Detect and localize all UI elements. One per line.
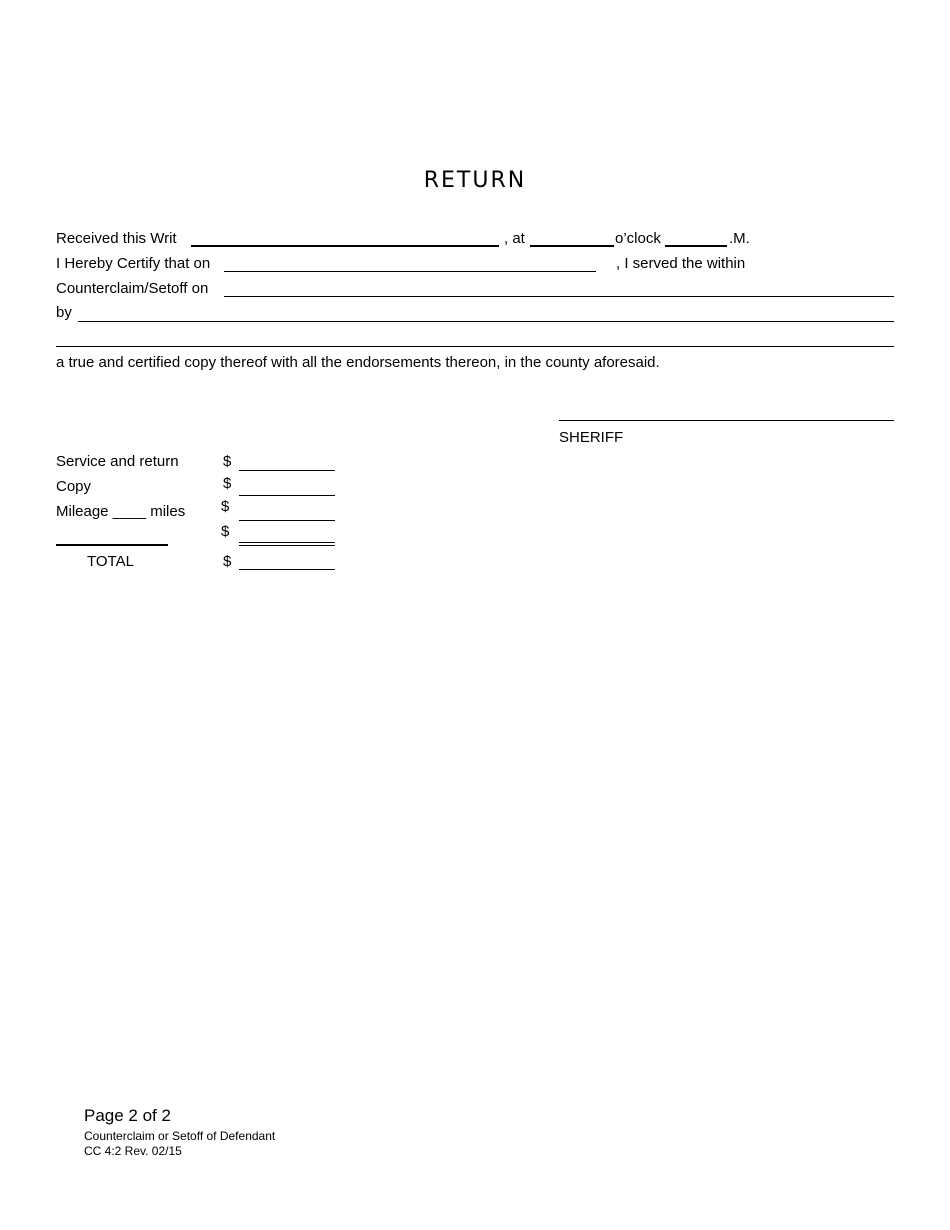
service-fee-field[interactable] [239,452,339,472]
am-pm-field[interactable] [665,228,731,248]
mileage-dollar-sign: $ [221,498,230,515]
oclock-label: o’clock [615,230,661,247]
true-copy-text: a true and certified copy thereof with all the endorsements thereon, in the county aforesaid. [56,354,660,371]
total-fee-field[interactable] [239,551,339,571]
page-title: RETURN [423,168,527,193]
form-code: CC 4:2 Rev. 02/15 [84,1144,182,1158]
extra-field[interactable] [56,328,898,348]
total-label: TOTAL [87,553,134,570]
copy-dollar-sign: $ [223,475,232,492]
mileage-label: Mileage ____ miles [56,503,186,520]
certify-label: I Hereby Certify that on [56,255,211,272]
total-rule-line [239,545,335,546]
service-dollar-sign: $ [223,453,232,470]
total-dollar-sign: $ [223,553,232,570]
form-name: Counterclaim or Setoff of Defendant [84,1129,276,1143]
other-fee-field[interactable] [239,524,339,544]
page-number: Page 2 of 2 [84,1106,171,1125]
sheriff-signature-line [559,420,894,421]
received-date-field[interactable] [191,228,503,248]
received-writ-label: Received this Writ [56,230,177,247]
sheriff-label: SHERIFF [559,429,624,446]
time-field[interactable] [530,228,618,248]
by-field[interactable] [78,303,898,323]
certify-date-field[interactable] [224,253,600,273]
counterclaim-label: Counterclaim/Setoff on [56,280,209,297]
mileage-fee-field[interactable] [239,502,339,522]
other-fee-label-field[interactable] [56,526,172,546]
service-return-label: Service and return [56,453,179,470]
copy-fee-field[interactable] [239,477,339,497]
sheriff-signature-field[interactable] [559,400,898,420]
served-label: , I served the within [616,255,746,272]
copy-label: Copy [56,478,92,495]
other-dollar-sign: $ [221,523,230,540]
by-label: by [56,304,72,321]
counterclaim-field[interactable] [224,278,898,298]
at-label: , at [504,230,525,247]
m-label: .M. [729,230,750,247]
